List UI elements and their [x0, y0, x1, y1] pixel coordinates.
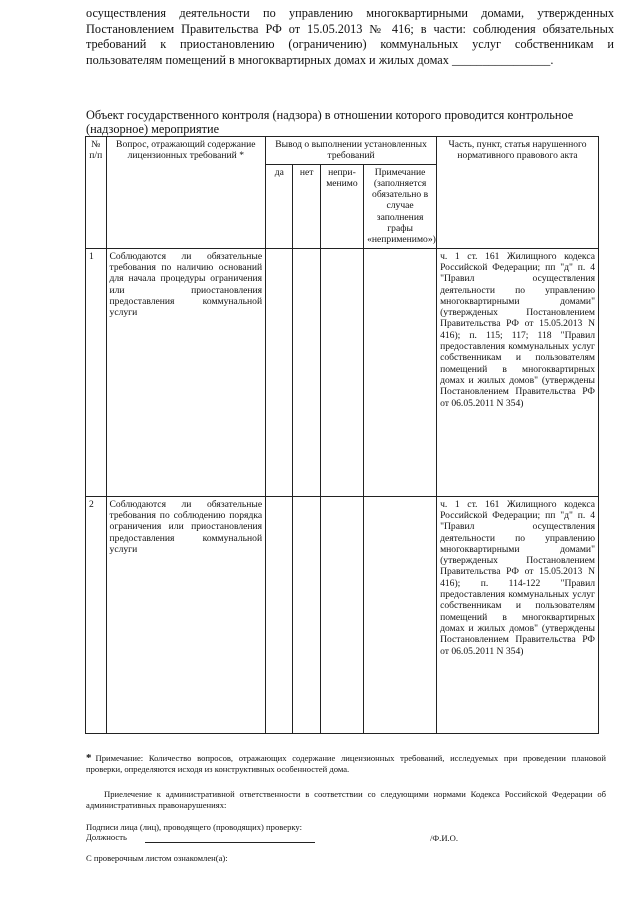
row-reference: ч. 1 ст. 161 Жилищного кодекса Российской Федерации; пп "д" п. 4 "Правил осуществления деятельности по управлению многоквартирными домами" (утвержденых Постановлением Правительства РФ от 15.05.2013 N 416); п. 115; 117; 118 "Правил предоставления коммунальных услуг собственникам и пользователям помещений в многоквартирных домах и жилых домов" (утверждены Постановлением Правительства РФ от 06.05.2011 N 354) [437, 248, 599, 496]
table-row [86, 248, 599, 496]
footnote-text: Примечание: Количество вопросов, отражающих содержание лицензионных требований, исследуемых при проведении плановой проверки, определяются исходя из конструктивных особенностей дома. [86, 753, 606, 774]
signature-label: Подписи лица (лиц), проводящего (проводящих) проверку: [86, 822, 302, 832]
table-header-row [86, 137, 599, 165]
header-note: Примечание (заполняется обязательно в случае заполнения графы «неприменимо») [364, 164, 437, 248]
cell-note[interactable] [364, 496, 437, 733]
liability-note: Приелечение к административной ответственности в соответствии со следующими нормами Кодекса Российской Федерации об административных правонарушениях: [86, 789, 606, 810]
cell-no[interactable] [293, 248, 320, 496]
row-question: Соблюдаются ли обязательные требования по соблюдению порядка ограничения или приостановления предоставления коммунальной услуги [106, 496, 266, 733]
cell-yes[interactable] [266, 248, 293, 496]
cell-yes[interactable] [266, 496, 293, 733]
header-conclusion: Вывод о выполнении установленных требований [266, 137, 437, 165]
object-line: Объект государственного контроля (надзора) в отношении которого проводится контрольное (надзорное) мероприятие [86, 108, 574, 136]
row-reference: ч. 1 ст. 161 Жилищного кодекса Российской Федерации; пп "д" п. 4 "Правил осуществления деятельности по управлению многоквартирными домами" (утвержденых Постановлением Правительства РФ от 15.05.2013 N 416); п. 114-122 "Правил предоставления коммунальных услуг собственникам и пользователям помещений в многоквартирных домах и жилых домов" (утверждены Постановлением Правительства РФ от 06.05.2011 N 354) [437, 496, 599, 733]
cell-note[interactable] [364, 248, 437, 496]
cell-not-applicable[interactable] [320, 248, 363, 496]
signature-line[interactable] [145, 842, 315, 843]
table-row [86, 496, 599, 733]
acknowledged-label: С проверочным листом ознакомлен(а): [86, 853, 228, 863]
row-num: 2 [86, 496, 107, 733]
row-question: Соблюдаются ли обязательные требования по наличию оснований для начала процедуры ограничения или приостановления предоставления коммунальной услуги [106, 248, 266, 496]
header-num: № п/п [86, 137, 107, 249]
position-label: Должность [86, 832, 127, 842]
header-no: нет [293, 164, 320, 248]
cell-not-applicable[interactable] [320, 496, 363, 733]
header-question: Вопрос, отражающий содержание лицензионных требований * [106, 137, 266, 249]
checklist-table [85, 136, 599, 734]
header-reference: Часть, пункт, статья нарушенного нормативного правового акта [437, 137, 599, 249]
footnote-star: * [86, 752, 92, 764]
cell-no[interactable] [293, 496, 320, 733]
header-yes: да [266, 164, 293, 248]
fio-label: /Ф.И.О. [430, 833, 459, 843]
intro-paragraph: осуществления деятельности по управлению многоквартирными домами, утвержденных Постановлением Правительства РФ от 15.05.2013 № 416; в части: соблюдения обязательных требований к приостановлению (ограничению) коммунальных услуг собственникам и пользователям помещений в многоквартирных домах и жилых домах ________________. [86, 6, 614, 67]
header-not-applicable: непри-менимо [320, 164, 363, 248]
footnote [86, 753, 606, 775]
row-num: 1 [86, 248, 107, 496]
